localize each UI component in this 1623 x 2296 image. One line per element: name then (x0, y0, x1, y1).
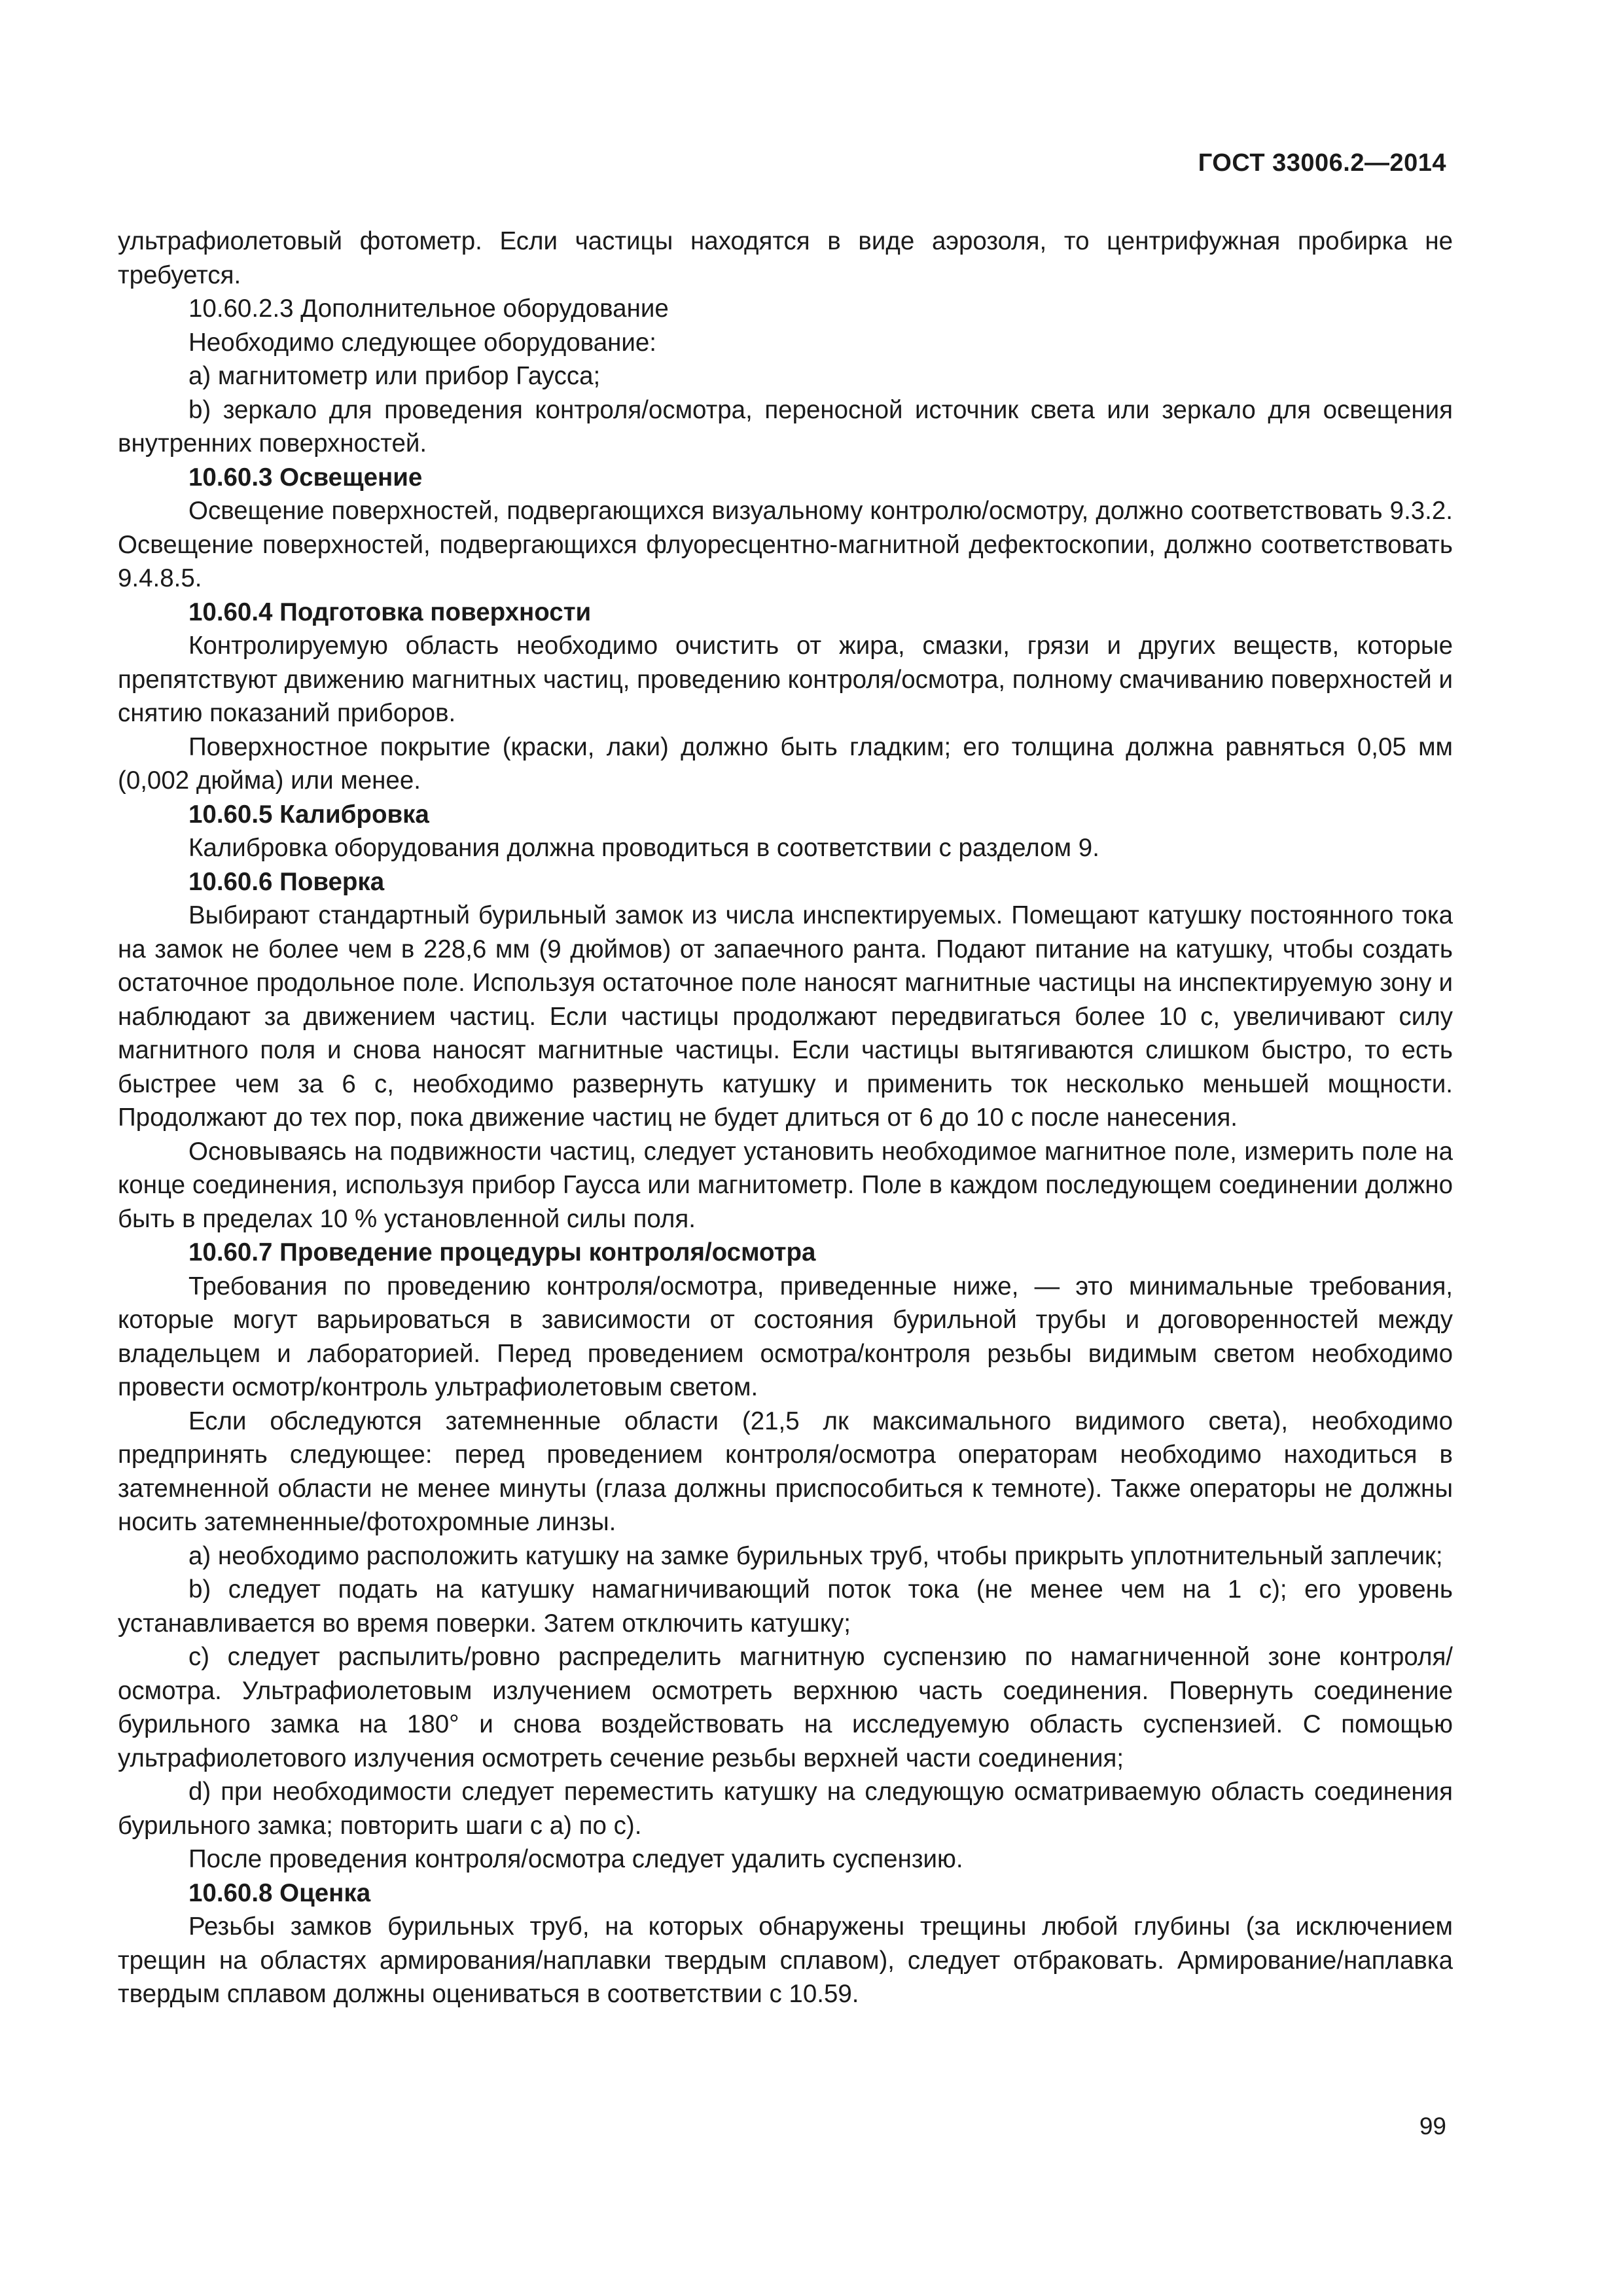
paragraph: b) следует подать на катушку намагничивающий поток тока (не менее чем на 1 с); его уровень устанавливается во время поверки. Затем отключить катушку; (118, 1575, 1453, 1638)
paragraph: b) зеркало для проведения контроля/осмотра, переносной источник света или зеркало для освещения внутренних поверхностей. (118, 395, 1453, 457)
paragraph: Резьбы замков бурильных труб, на которых обнаружены трещины любой глубины (за исключением трещин на областях армирования/наплавки твердым сплавом), следует отбраковать. Армирование/наплавка твердым сплавом должны оцениваться в соответствии с 10.59. (118, 1912, 1453, 2008)
page-number: 99 (1419, 2113, 1446, 2140)
paragraph: Выбирают стандартный бурильный замок из числа инспектируемых. Помещают катушку постоянного тока на замок не более чем в 228,6 мм (9 дюймов) от запаечного ранта. Подают питание на катушку, чтобы создать остаточное продольное поле. Используя остаточное поле наносят магнитные частицы на инспектируемую зону и наблюдают за движением частиц. Если частицы продолжают передвигаться более 10 с, увеличивают силу магнитного поля и снова наносят магнитные частицы. Если частицы вытягиваются слишком быстро, то есть быстрее чем за 6 с, необходимо развернуть катушку и применить ток несколько меньшей мощности. Продолжают до тех пор, пока движение частиц не будет длиться от 6 до 10 с после нанесения. (118, 901, 1453, 1132)
paragraph: Освещение поверхностей, подвергающихся визуальному контролю/осмотру, должно соответствовать 9.3.2. Освещение поверхностей, подвергающихся флуоресцентно-магнитной дефектоскопии, должно соответствовать 9.4.8.5. (118, 497, 1453, 592)
paragraph: 10.60.2.3 Дополнительное оборудование (188, 295, 669, 323)
section-heading: 10.60.7 Проведение процедуры контроля/осмотра (188, 1238, 816, 1266)
paragraph: Контролируемую область необходимо очистить от жира, смазки, грязи и других веществ, которые препятствуют движению магнитных частиц, проведению контроля/осмотра, полному смачиванию поверхностей и снятию показаний приборов. (118, 632, 1453, 727)
paragraph: Требования по проведению контроля/осмотра, приведенные ниже, — это минимальные требования, которые могут варьироваться в зависимости от состояния бурильной трубы и договоренностей между владельцем и лабораторией. Перед проведением осмотра/контроля резьбы видимым светом необходимо провести осмотр/контроль ультрафиолетовым светом. (118, 1272, 1453, 1401)
paragraph: c) следует распылить/ровно распределить магнитную суспензию по намагниченной зоне контроля/осмотра. Ультрафиолетовым излучением осмотреть верхнюю часть соединения. Повернуть соединение бурильного замка на 180° и снова воздействовать на исследуемую область суспензией. С помощью ультрафиолетового излучения осмотреть сечение резьбы верхней части соединения; (118, 1643, 1453, 1772)
paragraph: Если обследуются затемненные области (21,5 лк максимального видимого света), необходимо предпринять следующее: перед проведением контроля/осмотра операторам необходимо находиться в затемненной области не менее минуты (глаза должны приспособиться к темноте). Также операторы не должны носить затемненные/фотохромные линзы. (118, 1407, 1453, 1536)
paragraph: a) необходимо расположить катушку на замке бурильных труб, чтобы прикрыть уплотнительный заплечик; (188, 1541, 1443, 1570)
section-heading: 10.60.6 Поверка (188, 867, 385, 896)
paragraph: Поверхностное покрытие (краски, лаки) должно быть гладким; его толщина должна равняться 0,05 мм (0,002 дюйма) или менее. (118, 732, 1453, 795)
section-heading: 10.60.5 Калибровка (188, 800, 429, 829)
paragraph: После проведения контроля/осмотра следует удалить суспензию. (188, 1845, 963, 1873)
paragraph: Необходимо следующее оборудование: (188, 328, 656, 357)
section-heading: 10.60.3 Освещение (188, 463, 423, 492)
document-code-header: ГОСТ 33006.2—2014 (1198, 149, 1446, 177)
paragraph: a) магнитометр или прибор Гаусса; (188, 362, 601, 390)
paragraph: Основываясь на подвижности частиц, следует установить необходимое магнитное поле, измерить поле на конце соединения, используя прибор Гаусса или магнитометр. Поле в каждом последующем соединении должно быть в пределах 10 % установленной силы поля. (118, 1137, 1453, 1233)
section-heading: 10.60.8 Оценка (188, 1878, 371, 1907)
paragraph: ультрафиолетовый фотометр. Если частицы находятся в виде аэрозоля, то центрифужная пробирка не требуется. (118, 227, 1453, 289)
paragraph: Калибровка оборудования должна проводиться в соответствии с разделом 9. (188, 834, 1099, 862)
page-body (118, 224, 1453, 2011)
paragraph: d) при необходимости следует переместить катушку на следующую осматриваемую область соединения бурильного замка; повторить шаги с a) по c). (118, 1778, 1453, 1840)
section-heading: 10.60.4 Подготовка поверхности (188, 598, 592, 626)
